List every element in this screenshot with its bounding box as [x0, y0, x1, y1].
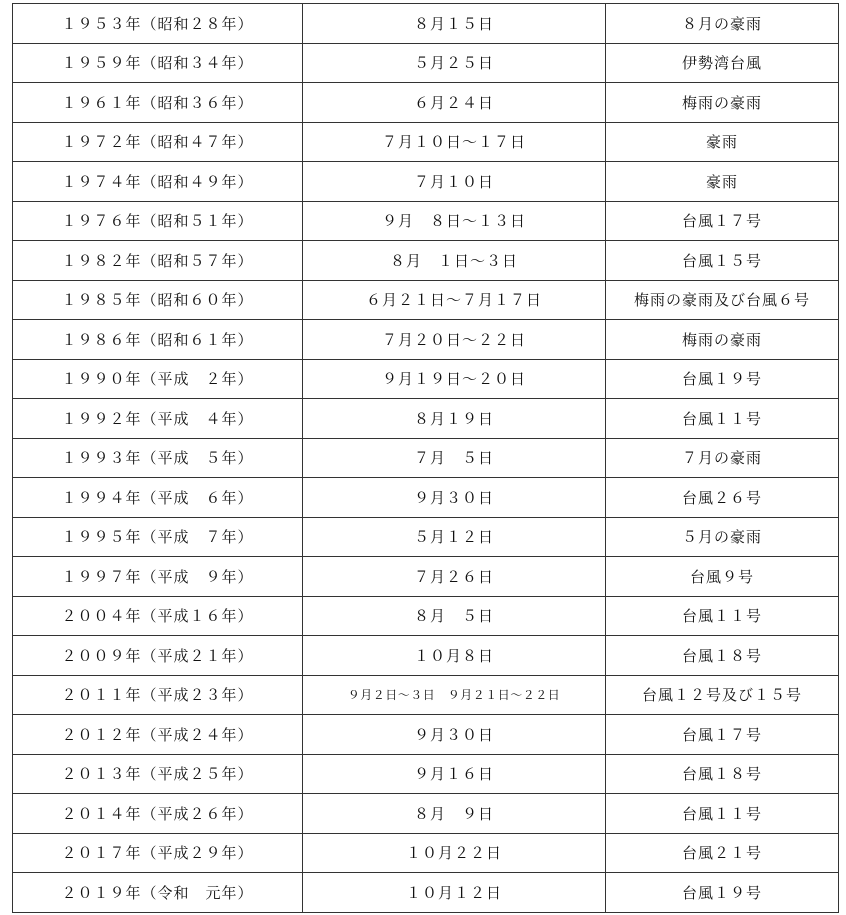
event-cell: 豪雨 — [606, 122, 839, 162]
event-cell: 台風１９号 — [606, 873, 839, 913]
table-row — [13, 122, 839, 162]
table-row — [13, 557, 839, 597]
event-cell: 豪雨 — [606, 162, 839, 202]
table-row — [13, 517, 839, 557]
event-cell: 台風１７号 — [606, 201, 839, 241]
year-cell: １９６１年（昭和３６年） — [13, 83, 303, 123]
date-cell: ９月１９日～２０日 — [303, 359, 606, 399]
table-row — [13, 675, 839, 715]
date-cell: １０月２２日 — [303, 833, 606, 873]
year-cell: １９９５年（平成 ７年） — [13, 517, 303, 557]
year-cell: １９８２年（昭和５７年） — [13, 241, 303, 281]
date-cell: ８月 ５日 — [303, 596, 606, 636]
event-cell: 台風１８号 — [606, 636, 839, 676]
date-cell: ８月 １日～３日 — [303, 241, 606, 281]
year-cell: １９５９年（昭和３４年） — [13, 43, 303, 83]
date-cell: ７月１０日 — [303, 162, 606, 202]
event-cell: 梅雨の豪雨 — [606, 83, 839, 123]
table-row — [13, 636, 839, 676]
year-cell: ２０１４年（平成２６年） — [13, 794, 303, 834]
table-row — [13, 359, 839, 399]
year-cell: １９９４年（平成 ６年） — [13, 478, 303, 518]
year-cell: １９９３年（平成 ５年） — [13, 438, 303, 478]
event-cell: 台風１７号 — [606, 715, 839, 755]
event-cell: 台風１１号 — [606, 596, 839, 636]
date-cell: ６月２１日～７月１７日 — [303, 280, 606, 320]
date-cell: ８月 ９日 — [303, 794, 606, 834]
date-cell: ９月２日～３日 ９月２１日～２２日 — [303, 675, 606, 715]
year-cell: ２００９年（平成２１年） — [13, 636, 303, 676]
date-cell: ５月１２日 — [303, 517, 606, 557]
date-cell: １０月８日 — [303, 636, 606, 676]
year-cell: １９９０年（平成 ２年） — [13, 359, 303, 399]
date-cell: ８月１５日 — [303, 4, 606, 44]
year-cell: １９８５年（昭和６０年） — [13, 280, 303, 320]
year-cell: ２０１１年（平成２３年） — [13, 675, 303, 715]
event-cell: 台風２６号 — [606, 478, 839, 518]
year-cell: ２０１７年（平成２９年） — [13, 833, 303, 873]
table-row — [13, 201, 839, 241]
year-cell: １９７２年（昭和４７年） — [13, 122, 303, 162]
event-cell: 台風２１号 — [606, 833, 839, 873]
table-row — [13, 43, 839, 83]
table-row — [13, 754, 839, 794]
year-cell: ２０１３年（平成２５年） — [13, 754, 303, 794]
date-cell: ８月１９日 — [303, 399, 606, 439]
event-cell: 台風１１号 — [606, 399, 839, 439]
date-cell: ６月２４日 — [303, 83, 606, 123]
year-cell: １９９７年（平成 ９年） — [13, 557, 303, 597]
year-cell: １９９２年（平成 ４年） — [13, 399, 303, 439]
year-cell: ２０１９年（令和 元年） — [13, 873, 303, 913]
date-cell: ７月 ５日 — [303, 438, 606, 478]
table-row — [13, 478, 839, 518]
event-cell: 梅雨の豪雨及び台風６号 — [606, 280, 839, 320]
event-cell: 台風１９号 — [606, 359, 839, 399]
table-row — [13, 438, 839, 478]
table-row — [13, 794, 839, 834]
date-cell: ９月３０日 — [303, 478, 606, 518]
event-cell: 伊勢湾台風 — [606, 43, 839, 83]
event-cell: 梅雨の豪雨 — [606, 320, 839, 360]
year-cell: １９７６年（昭和５１年） — [13, 201, 303, 241]
table-row — [13, 873, 839, 913]
table-row — [13, 596, 839, 636]
table-row — [13, 83, 839, 123]
disaster-history-table — [12, 3, 839, 913]
date-cell: ７月１０日～１７日 — [303, 122, 606, 162]
date-cell: １０月１２日 — [303, 873, 606, 913]
year-cell: ２０１２年（平成２４年） — [13, 715, 303, 755]
event-cell: 台風１２号及び１５号 — [606, 675, 839, 715]
year-cell: １９７４年（昭和４９年） — [13, 162, 303, 202]
table-row — [13, 715, 839, 755]
date-cell: ７月２６日 — [303, 557, 606, 597]
date-cell: ９月３０日 — [303, 715, 606, 755]
year-cell: １９５３年（昭和２８年） — [13, 4, 303, 44]
date-cell: ９月１６日 — [303, 754, 606, 794]
event-cell: ７月の豪雨 — [606, 438, 839, 478]
table-row — [13, 280, 839, 320]
event-cell: ８月の豪雨 — [606, 4, 839, 44]
event-cell: 台風１８号 — [606, 754, 839, 794]
date-cell: ５月２５日 — [303, 43, 606, 83]
date-cell: ７月２０日～２２日 — [303, 320, 606, 360]
year-cell: ２００４年（平成１６年） — [13, 596, 303, 636]
table-row — [13, 399, 839, 439]
table-row — [13, 320, 839, 360]
year-cell: １９８６年（昭和６１年） — [13, 320, 303, 360]
date-cell: ９月 ８日～１３日 — [303, 201, 606, 241]
table-row — [13, 241, 839, 281]
event-cell: ５月の豪雨 — [606, 517, 839, 557]
event-cell: 台風１５号 — [606, 241, 839, 281]
event-cell: 台風９号 — [606, 557, 839, 597]
event-cell: 台風１１号 — [606, 794, 839, 834]
table-row — [13, 4, 839, 44]
table-row — [13, 162, 839, 202]
table-row — [13, 833, 839, 873]
